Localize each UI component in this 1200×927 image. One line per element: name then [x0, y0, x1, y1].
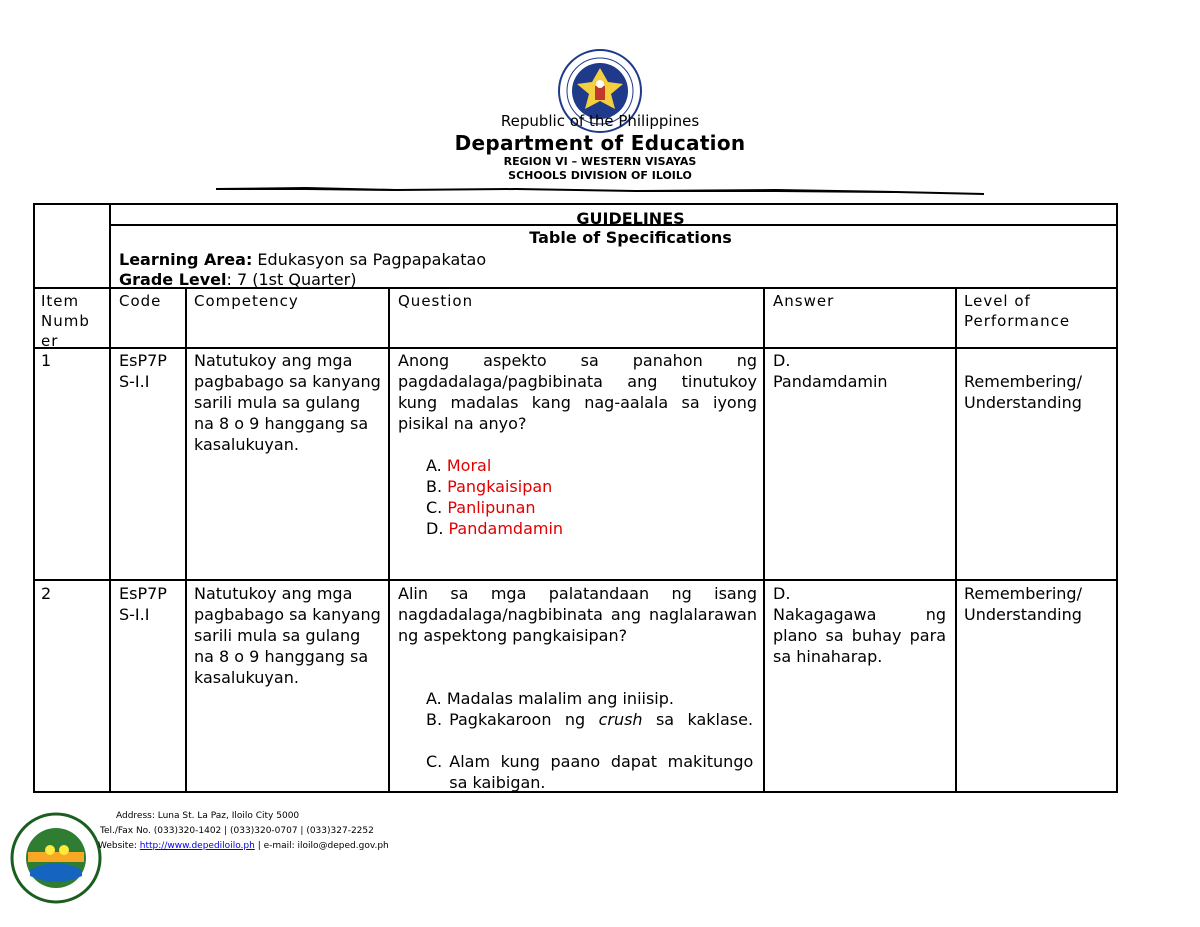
row1-answer-text: Pandamdamin	[773, 372, 888, 391]
footer-address: Address: Luna St. La Paz, Iloilo City 5000	[116, 811, 300, 821]
learning-area-value: Edukasyon sa Pagpapakatao	[252, 250, 487, 269]
division-iloilo-logo	[10, 812, 102, 904]
row2-code: EsP7P S-I.I	[119, 584, 167, 624]
row2-answer	[773, 583, 946, 667]
footer-telephone: Tel./Fax No. (033)320-1402 | (033)320-0707 | (033)327-2252	[100, 826, 374, 836]
row1-code: EsP7P S-I.I	[119, 351, 167, 391]
row2-option-b: B. Pagkakaroon ng crush sa kaklase.	[426, 710, 754, 729]
row1-answer	[773, 350, 953, 392]
learning-area	[119, 249, 486, 270]
grade-level-label: Grade Level	[119, 270, 227, 289]
row1-level: Remembering/ Understanding	[964, 372, 1082, 412]
header-region: REGION VI – WESTERN VISAYAS	[503, 155, 697, 168]
row1-option-d: D. Pandamdamin	[426, 519, 564, 538]
table-heading-guidelines: GUIDELINES	[576, 209, 685, 228]
grade-level-value: : 7 (1st Quarter)	[226, 270, 357, 289]
crush-word: crush	[598, 710, 643, 729]
column-header-question: Question	[398, 292, 474, 310]
row1-item: 1	[41, 351, 52, 370]
grade-level	[119, 269, 356, 290]
specifications-table	[33, 203, 1118, 793]
table-heading-specifications: Table of Specifications	[529, 228, 732, 247]
header-divider	[216, 184, 986, 196]
header-division: SCHOOLS DIVISION OF ILOILO	[508, 169, 692, 182]
row2-competency: Natutukoy ang mga pagbabago sa kanyang sarili mula sa gulang na 8 o 9 hanggang sa kasalukuyan.	[194, 584, 381, 687]
learning-area-label: Learning Area:	[119, 250, 253, 269]
column-header-code: Code	[119, 292, 162, 310]
row1-option-a: A. Moral	[426, 456, 492, 475]
column-header-level: Level of Performance	[964, 292, 1071, 330]
website-link[interactable]: http://www.depediloilo.ph	[139, 841, 255, 851]
row1-answer-letter: D.	[773, 351, 791, 370]
row1-question: Anong aspekto sa panahon ng pagdadalaga/pagbibinata ang tinutukoy kung madalas kang nag-aalala sa iyong pisikal na anyo?	[398, 351, 757, 433]
column-header-item-number: Item Numb er	[41, 292, 90, 350]
row1-option-b: B. Pangkaisipan	[426, 477, 553, 496]
footer-contact: Website: http://www.depediloilo.ph | e-mail: iloilo@deped.gov.ph	[98, 841, 389, 851]
row2-answer-letter: D.	[773, 584, 791, 603]
header-republic: Republic of the Philippines	[500, 112, 700, 130]
row2-option-a: A. Madalas malalim ang iniisip.	[426, 689, 674, 708]
row1-option-c: C. Panlipunan	[426, 498, 536, 517]
row2-answer-text: Nakagagawa ng plano sa buhay para sa hinaharap.	[773, 605, 946, 666]
row2-item: 2	[41, 584, 52, 603]
column-header-competency: Competency	[194, 292, 299, 310]
row1-competency: Natutukoy ang mga pagbabago sa kanyang sarili mula sa gulang na 8 o 9 hanggang sa kasalukuyan.	[194, 351, 381, 454]
row2-question: Alin sa mga palatandaan ng isang nagdadalaga/nagbibinata ang naglalarawan ng aspektong pangkaisipan?	[398, 584, 757, 645]
header-department: Department of Education	[454, 131, 746, 155]
column-header-answer: Answer	[773, 292, 835, 310]
row2-level: Remembering/ Understanding	[964, 584, 1082, 624]
row2-option-c: C. Alam kung paano dapat makitungo sa kaibigan.	[426, 752, 754, 792]
